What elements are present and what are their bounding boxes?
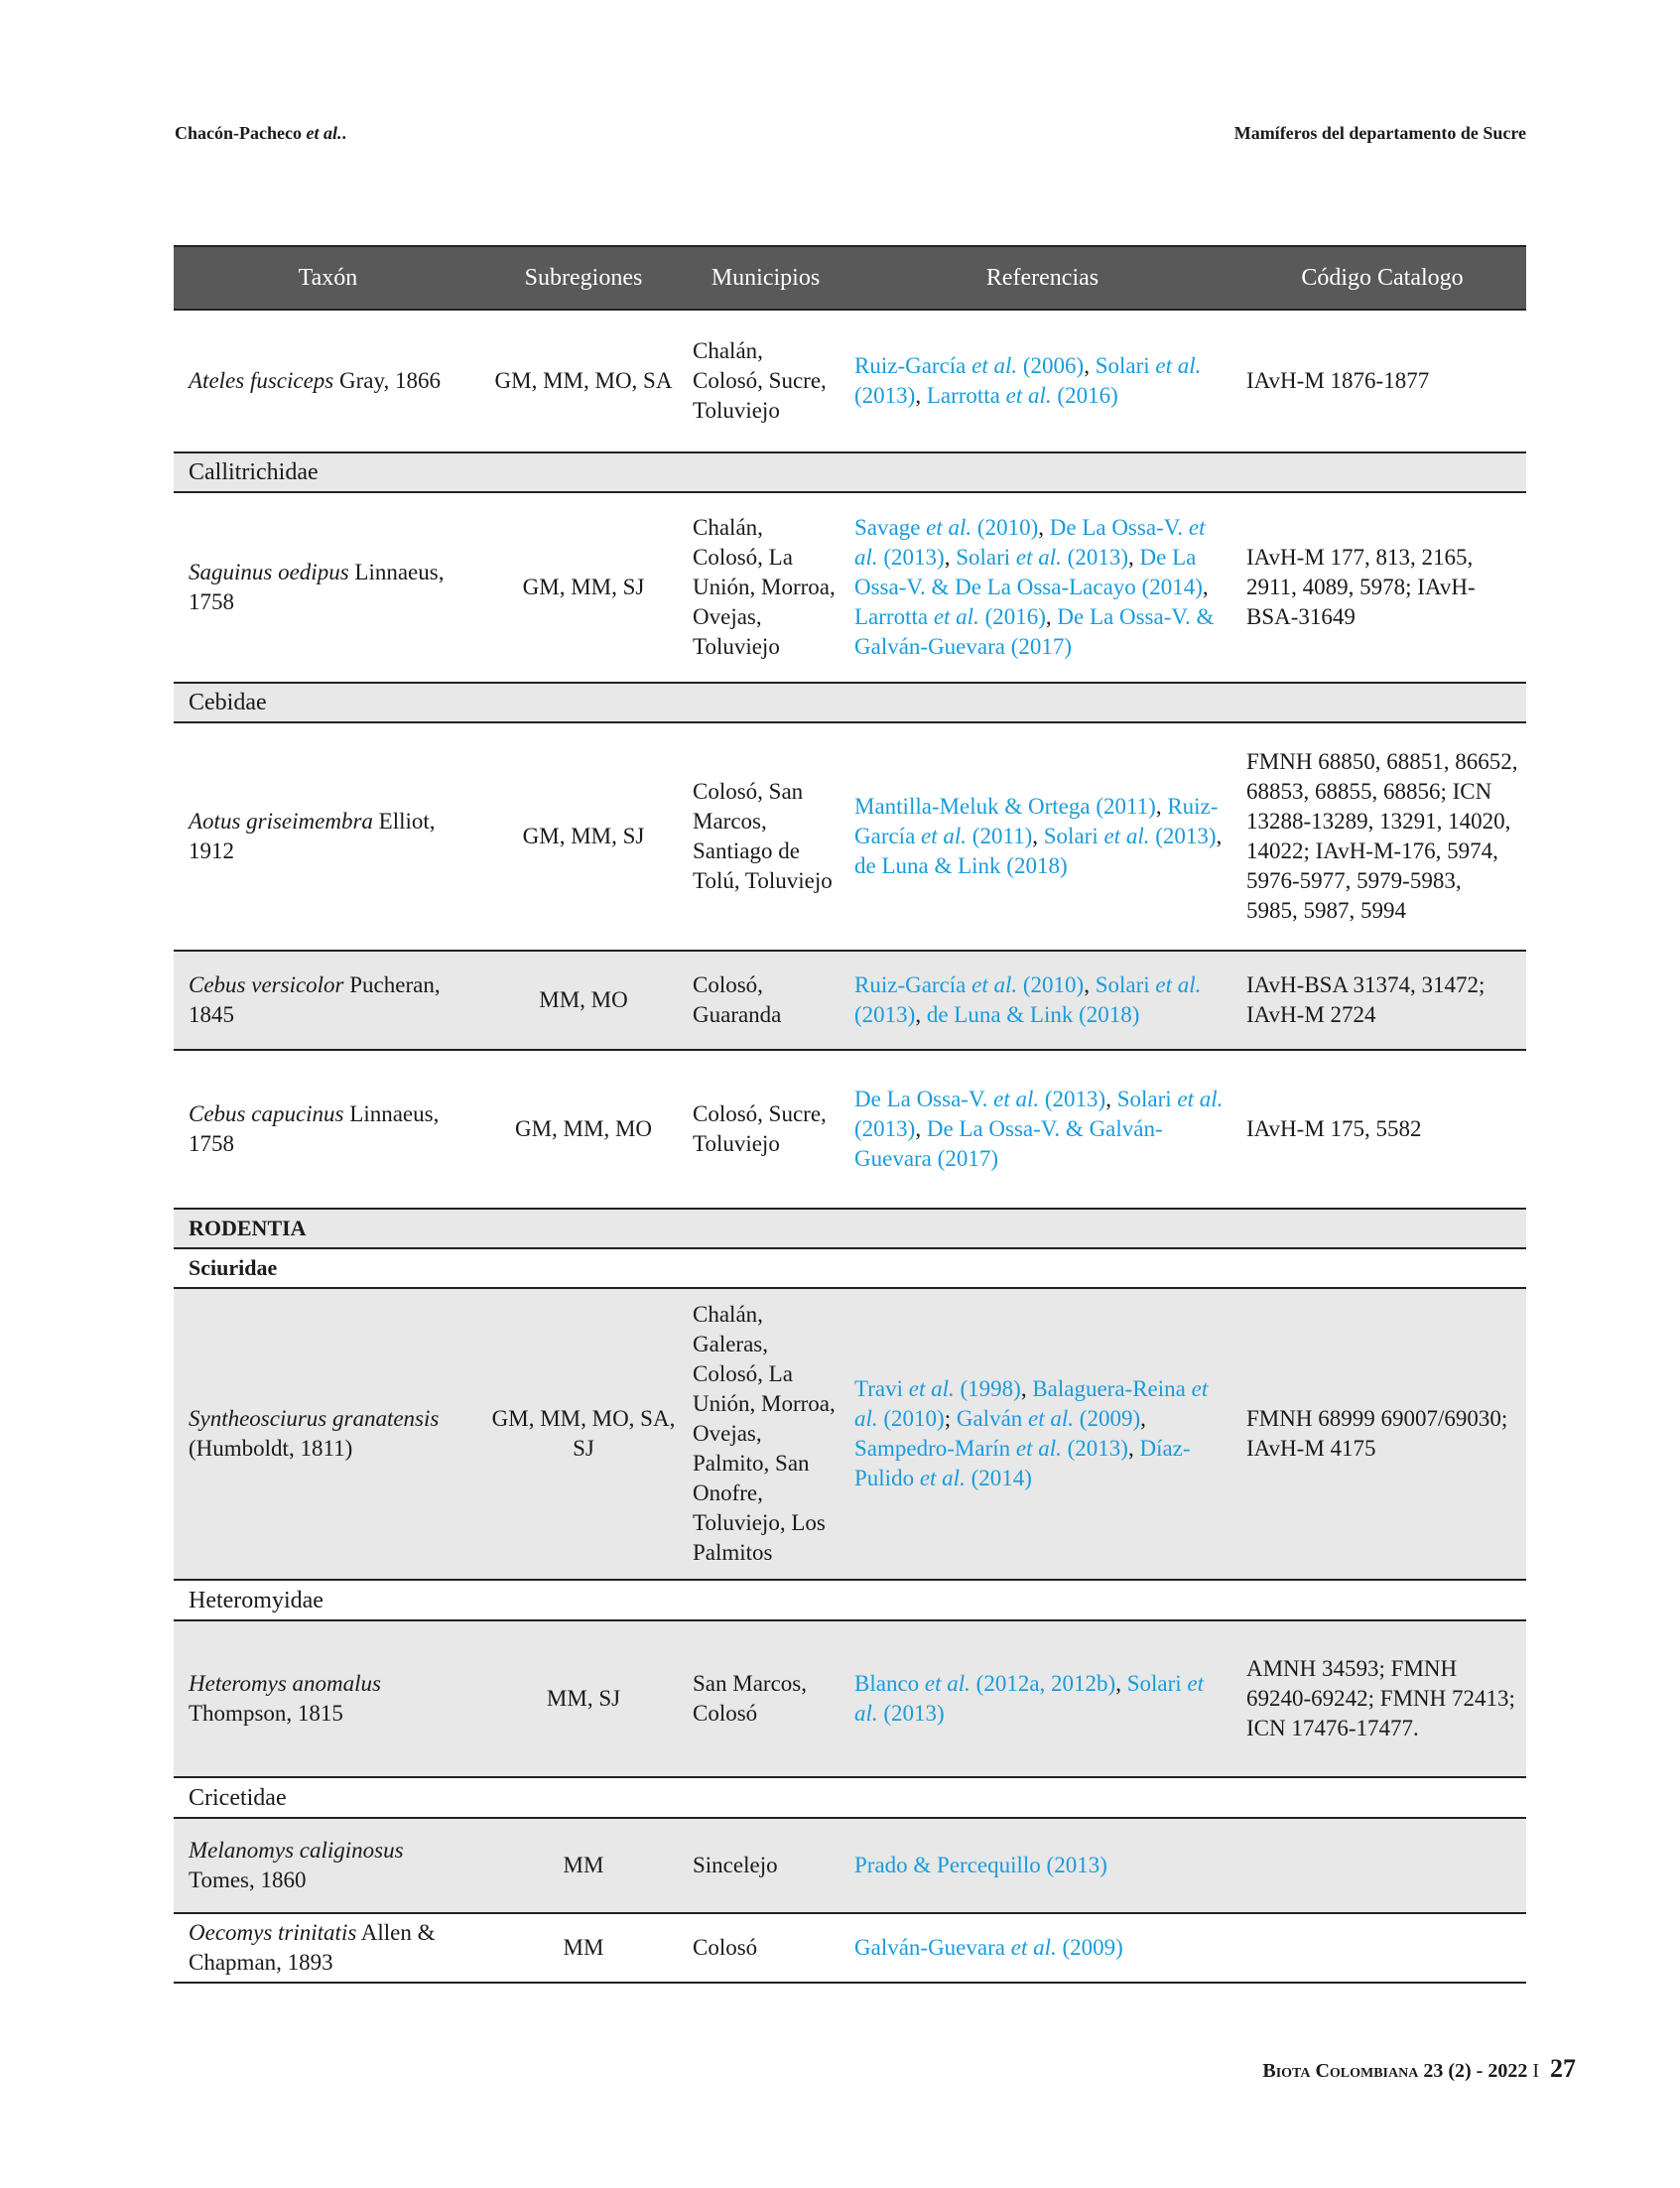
ref-year: (2013) bbox=[1067, 545, 1128, 570]
reference-link[interactable] bbox=[854, 1087, 1105, 1111]
catalog-code-cell: FMNH 68999 69007/69030; IAvH-M 4175 bbox=[1238, 1288, 1526, 1580]
ref-year: (2011) bbox=[971, 824, 1033, 848]
ref-separator: , bbox=[1155, 794, 1168, 819]
reference-link[interactable] bbox=[957, 1406, 1140, 1431]
ref-separator: , bbox=[1038, 515, 1050, 540]
ref-year: (2010) bbox=[883, 1406, 945, 1431]
taxon-cell bbox=[174, 1050, 482, 1209]
reference-link[interactable] bbox=[854, 1376, 1021, 1401]
reference-link[interactable] bbox=[854, 794, 1156, 819]
taxon-group-row bbox=[174, 683, 1526, 722]
ref-year: (2017) bbox=[937, 1146, 998, 1171]
reference-link[interactable] bbox=[854, 1436, 1128, 1461]
species-authority: Tomes, 1860 bbox=[189, 1867, 307, 1892]
ref-separator: , bbox=[1020, 1376, 1033, 1401]
species-name: Cebus capucinus bbox=[189, 1101, 344, 1126]
ref-etal: et al. bbox=[993, 1087, 1040, 1111]
ref-author: De La Ossa-V. & De La Ossa-Lacayo bbox=[854, 545, 1197, 599]
catalog-code-cell: IAvH-M 177, 813, 2165, 2911, 4089, 5978; IAvH-BSA-31649 bbox=[1238, 492, 1526, 683]
references-cell bbox=[846, 1913, 1238, 1983]
table-row bbox=[174, 1913, 1526, 1983]
ref-separator: , bbox=[1084, 353, 1096, 378]
ref-separator: , bbox=[1127, 1436, 1140, 1461]
ref-author: Ruiz-García bbox=[854, 353, 967, 378]
ref-separator: , bbox=[1115, 1671, 1127, 1696]
ref-etal: et al. bbox=[1015, 545, 1062, 570]
ref-etal: et al. bbox=[919, 1466, 966, 1490]
ref-author: Solari bbox=[1116, 1087, 1172, 1111]
ref-author: Prado & Percequillo bbox=[854, 1853, 1041, 1877]
group-label: Sciuridae bbox=[174, 1248, 1526, 1288]
catalog-code-cell: AMNH 34593; FMNH 69240-69242; FMNH 72413; ICN 17476-17477. bbox=[1238, 1620, 1526, 1777]
catalog-code-cell: IAvH-BSA 31374, 31472; IAvH-M 2724 bbox=[1238, 951, 1526, 1050]
table-row bbox=[174, 1620, 1526, 1777]
municipalities-cell: Chalán, Colosó, La Unión, Morroa, Ovejas, Toluviejo bbox=[685, 492, 846, 683]
species-authority: Thompson, 1815 bbox=[189, 1701, 343, 1726]
species-authority: Gray, 1866 bbox=[333, 368, 441, 393]
taxon-cell bbox=[174, 1288, 482, 1580]
ref-separator: , bbox=[1084, 972, 1096, 997]
subregions-cell: MM bbox=[482, 1913, 685, 1983]
references-cell bbox=[846, 1818, 1238, 1913]
table-row bbox=[174, 310, 1526, 452]
references-cell bbox=[846, 1620, 1238, 1777]
ref-year: (2014) bbox=[970, 1466, 1032, 1490]
ref-year: (2013) bbox=[1046, 1853, 1107, 1877]
ref-author: de Luna & Link bbox=[854, 853, 1001, 878]
reference-link[interactable] bbox=[927, 1002, 1140, 1027]
subregions-cell: GM, MM, SJ bbox=[482, 492, 685, 683]
taxon-group-row bbox=[174, 452, 1526, 492]
taxon-cell bbox=[174, 951, 482, 1050]
header-municipalities: Municipios bbox=[685, 246, 846, 310]
reference-link[interactable] bbox=[854, 972, 1084, 997]
group-label: Heteromyidae bbox=[174, 1580, 1526, 1620]
ref-etal: et al. bbox=[1155, 972, 1202, 997]
catalog-code-cell: IAvH-M 175, 5582 bbox=[1238, 1050, 1526, 1209]
ref-year: (2013) bbox=[883, 545, 945, 570]
ref-etal: et al. bbox=[926, 515, 972, 540]
ref-author: Solari bbox=[956, 545, 1011, 570]
municipalities-cell: Chalán, Colosó, Sucre, Toluviejo bbox=[685, 310, 846, 452]
ref-author: de Luna & Link bbox=[926, 1002, 1074, 1027]
ref-author: De La Ossa-V. & Galván-Guevara bbox=[854, 1116, 1163, 1171]
reference-link[interactable] bbox=[854, 853, 1068, 878]
references-cell bbox=[846, 310, 1238, 452]
ref-year: (2010) bbox=[976, 515, 1039, 540]
ref-year: (2009) bbox=[1062, 1935, 1123, 1960]
ref-author: Travi bbox=[854, 1376, 903, 1401]
ref-year: (2016) bbox=[1057, 383, 1118, 408]
subregions-cell: GM, MM, SJ bbox=[482, 722, 685, 951]
taxon-cell bbox=[174, 1818, 482, 1913]
ref-etal: et al. bbox=[1015, 1436, 1062, 1461]
catalog-code-cell: FMNH 68850, 68851, 86652, 68853, 68855, 68856; ICN 13288-13289, 13291, 14020, 14022; IAvH-M-176, 5974, 5976-5977, 5979-5983, 5985, 5987, 5994 bbox=[1238, 722, 1526, 951]
subregions-cell: MM, SJ bbox=[482, 1620, 685, 1777]
ref-author: Mantilla-Meluk & Ortega bbox=[854, 794, 1091, 819]
catalog-code-cell bbox=[1238, 1818, 1526, 1913]
ref-year: (2013) bbox=[1155, 824, 1217, 848]
page-number: 27 bbox=[1550, 2054, 1576, 2083]
header-subregions: Subregiones bbox=[482, 246, 685, 310]
reference-link[interactable] bbox=[854, 353, 1084, 378]
ref-author: Larrotta bbox=[926, 383, 1000, 408]
ref-etal: et al. bbox=[921, 824, 968, 848]
table-row bbox=[174, 1288, 1526, 1580]
species-name: Saguinus oedipus bbox=[189, 560, 349, 584]
subregions-cell: MM bbox=[482, 1818, 685, 1913]
taxon-cell bbox=[174, 310, 482, 452]
ref-etal: et al. bbox=[971, 353, 1018, 378]
species-name: Aotus griseimembra bbox=[189, 809, 373, 834]
taxon-group-row bbox=[174, 1248, 1526, 1288]
ref-author: De La Ossa-V. bbox=[1049, 515, 1184, 540]
ref-author: Solari bbox=[1095, 353, 1150, 378]
ref-etal: et al. bbox=[924, 1671, 970, 1696]
catalog-code-cell bbox=[1238, 1913, 1526, 1983]
ref-year: (2018) bbox=[1006, 853, 1068, 878]
taxon-group-row bbox=[174, 1580, 1526, 1620]
header-catalog-code: Código Catalogo bbox=[1238, 246, 1526, 310]
page-footer bbox=[1262, 2054, 1576, 2084]
ref-author: Díaz-Pulido bbox=[854, 1436, 1191, 1490]
mammals-table bbox=[174, 245, 1526, 1984]
ref-year: (2012a, 2012b) bbox=[975, 1671, 1116, 1696]
ref-author: Solari bbox=[1126, 1671, 1182, 1696]
reference-link[interactable] bbox=[854, 604, 1046, 629]
ref-year: (2013) bbox=[854, 1116, 916, 1141]
municipalities-cell: Sincelejo bbox=[685, 1818, 846, 1913]
running-head-authors: Chacón-Pacheco et al.. bbox=[175, 123, 346, 143]
ref-separator: , bbox=[915, 1116, 927, 1141]
species-authority: Linnaeus, 1758 bbox=[189, 1101, 440, 1156]
ref-author: Ruiz-García bbox=[854, 794, 1219, 848]
table-row bbox=[174, 1818, 1526, 1913]
ref-etal: et al. bbox=[933, 604, 979, 629]
ref-separator: , bbox=[944, 545, 957, 570]
ref-author: De La Ossa-V. & Galván-Guevara bbox=[854, 604, 1215, 659]
subregions-cell: GM, MM, MO, SA bbox=[482, 310, 685, 452]
ref-author: Ruiz-García bbox=[854, 972, 967, 997]
taxon-group-row bbox=[174, 1777, 1526, 1818]
group-label: RODENTIA bbox=[174, 1209, 1526, 1248]
ref-year: (2014) bbox=[1141, 575, 1203, 599]
ref-separator: , bbox=[1216, 824, 1223, 848]
ref-year: (2013) bbox=[1044, 1087, 1106, 1111]
taxon-cell bbox=[174, 722, 482, 951]
ref-etal: et al. bbox=[854, 1671, 1204, 1726]
ref-separator: , bbox=[1032, 824, 1044, 848]
group-label: Callitrichidae bbox=[174, 452, 1526, 492]
municipalities-cell: Colosó, Sucre, Toluviejo bbox=[685, 1050, 846, 1209]
running-head-title: Mamíferos del departamento de Sucre bbox=[1233, 123, 1526, 143]
ref-separator: , bbox=[1045, 604, 1058, 629]
reference-link[interactable] bbox=[956, 545, 1128, 570]
ref-year: (2006) bbox=[1022, 353, 1085, 378]
ref-separator: , bbox=[1128, 545, 1140, 570]
ref-separator: , bbox=[1202, 575, 1209, 599]
ref-year: (2013) bbox=[854, 1002, 916, 1027]
ref-year: (2011) bbox=[1096, 794, 1156, 819]
municipalities-cell: Colosó bbox=[685, 1913, 846, 1983]
reference-link[interactable] bbox=[854, 1671, 1115, 1696]
taxon-cell bbox=[174, 1913, 482, 1983]
references-cell bbox=[846, 951, 1238, 1050]
species-authority: Allen & Chapman, 1893 bbox=[189, 1920, 436, 1975]
ref-etal: et al. bbox=[1155, 353, 1202, 378]
species-authority: Elliot, 1912 bbox=[189, 809, 436, 863]
species-name: Oecomys trinitatis bbox=[189, 1920, 357, 1945]
ref-year: (2018) bbox=[1079, 1002, 1140, 1027]
ref-author: Larrotta bbox=[854, 604, 929, 629]
subregions-cell: MM, MO bbox=[482, 951, 685, 1050]
ref-etal: et al. bbox=[854, 515, 1206, 570]
references-cell bbox=[846, 722, 1238, 951]
species-authority: Pucheran, 1845 bbox=[189, 972, 441, 1027]
table-row bbox=[174, 951, 1526, 1050]
ref-author: De La Ossa-V. bbox=[854, 1087, 988, 1111]
species-authority: Linnaeus, 1758 bbox=[189, 560, 445, 614]
municipalities-cell: Colosó, Guaranda bbox=[685, 951, 846, 1050]
species-name: Melanomys caliginosus bbox=[189, 1838, 404, 1863]
subregions-cell: GM, MM, MO bbox=[482, 1050, 685, 1209]
municipalities-cell: San Marcos, Colosó bbox=[685, 1620, 846, 1777]
ref-etal: et al. bbox=[1028, 1406, 1075, 1431]
species-name: Cebus versicolor bbox=[189, 972, 344, 997]
ref-etal: et al. bbox=[908, 1376, 955, 1401]
et-al: et al. bbox=[306, 123, 342, 143]
ref-author: Sampedro-Marín bbox=[854, 1436, 1011, 1461]
ref-separator: , bbox=[915, 383, 927, 408]
ref-author: Solari bbox=[1095, 972, 1150, 997]
references-cell bbox=[846, 1288, 1238, 1580]
ref-separator: , bbox=[1140, 1406, 1146, 1431]
species-name: Heteromys anomalus bbox=[189, 1671, 381, 1696]
species-authority: (Humboldt, 1811) bbox=[189, 1436, 353, 1461]
taxon-cell bbox=[174, 1620, 482, 1777]
ref-author: Galván-Guevara bbox=[854, 1935, 1005, 1960]
ref-author: Galván bbox=[956, 1406, 1023, 1431]
reference-link[interactable] bbox=[854, 1853, 1107, 1877]
municipalities-cell: Colosó, San Marcos, Santiago de Tolú, Toluviejo bbox=[685, 722, 846, 951]
ref-author: Blanco bbox=[854, 1671, 920, 1696]
header-references: Referencias bbox=[846, 246, 1238, 310]
ref-etal: et al. bbox=[854, 1376, 1209, 1431]
taxon-group-row bbox=[174, 1209, 1526, 1248]
ref-separator: ; bbox=[944, 1406, 957, 1431]
table-row bbox=[174, 722, 1526, 951]
header-taxon: Taxón bbox=[174, 246, 482, 310]
ref-separator: , bbox=[915, 1002, 927, 1027]
ref-year: (2017) bbox=[1010, 634, 1073, 659]
references-cell bbox=[846, 492, 1238, 683]
ref-etal: et al. bbox=[971, 972, 1018, 997]
ref-year: (2013) bbox=[883, 1701, 945, 1726]
ref-year: (2013) bbox=[854, 383, 916, 408]
taxon-cell bbox=[174, 492, 482, 683]
ref-year: (2016) bbox=[984, 604, 1046, 629]
ref-etal: et al. bbox=[1177, 1087, 1224, 1111]
footer-separator: I bbox=[1532, 2060, 1539, 2082]
subregions-cell: GM, MM, MO, SA, SJ bbox=[482, 1288, 685, 1580]
reference-link[interactable] bbox=[1044, 824, 1217, 848]
ref-year: (2009) bbox=[1079, 1406, 1141, 1431]
ref-author: Solari bbox=[1043, 824, 1098, 848]
municipalities-cell: Chalán, Galeras, Colosó, La Unión, Morroa, Ovejas, Palmito, San Onofre, Toluviejo, Los Palmitos bbox=[685, 1288, 846, 1580]
ref-etal: et al. bbox=[1005, 383, 1052, 408]
species-name: Syntheosciurus granatensis bbox=[189, 1406, 440, 1431]
reference-link[interactable] bbox=[854, 515, 1038, 540]
ref-author: Balaguera-Reina bbox=[1032, 1376, 1186, 1401]
ref-year: (1998) bbox=[960, 1376, 1021, 1401]
group-label: Cricetidae bbox=[174, 1777, 1526, 1818]
ref-etal: et al. bbox=[1103, 824, 1150, 848]
ref-author: Savage bbox=[854, 515, 921, 540]
table-row bbox=[174, 492, 1526, 683]
catalog-code-cell: IAvH-M 1876-1877 bbox=[1238, 310, 1526, 452]
ref-separator: , bbox=[1105, 1087, 1117, 1111]
ref-etal: et al. bbox=[1010, 1935, 1057, 1960]
journal-name: Biota Colombiana bbox=[1262, 2060, 1419, 2082]
species-name: Ateles fusciceps bbox=[189, 368, 334, 393]
table-row bbox=[174, 1050, 1526, 1209]
reference-link[interactable] bbox=[854, 1935, 1123, 1960]
ref-year: (2010) bbox=[1022, 972, 1085, 997]
table-header-row bbox=[174, 246, 1526, 310]
journal-issue: 23 (2) - 2022 bbox=[1423, 2060, 1528, 2082]
reference-link[interactable] bbox=[927, 383, 1118, 408]
references-cell bbox=[846, 1050, 1238, 1209]
author-name: Chacón-Pacheco bbox=[175, 123, 302, 143]
group-label: Cebidae bbox=[174, 683, 1526, 722]
ref-year: (2013) bbox=[1067, 1436, 1128, 1461]
